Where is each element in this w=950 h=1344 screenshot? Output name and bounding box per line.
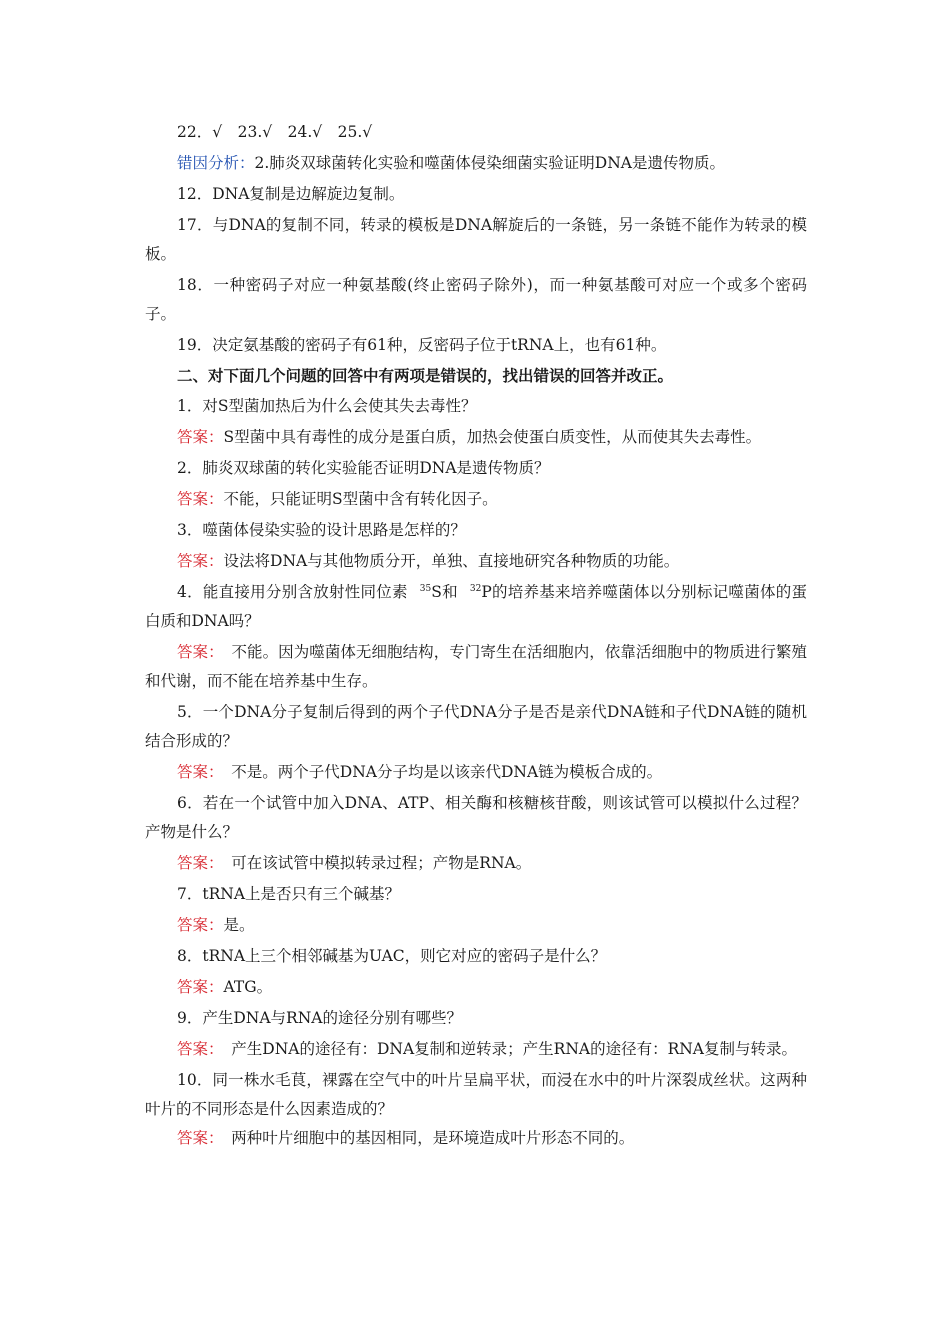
question-4-pre: 4．能直接用分别含放射性同位素 bbox=[177, 583, 408, 601]
question-4-mid: S和 bbox=[431, 583, 458, 601]
answer-label: 答案： bbox=[177, 978, 224, 996]
answer-text: 两种叶片细胞中的基因相同，是环境造成叶片形态不同的。 bbox=[231, 1129, 635, 1147]
question-3: 3．噬菌体侵染实验的设计思路是怎样的？ bbox=[177, 521, 466, 539]
document-page bbox=[145, 118, 807, 1153]
question-5: 5．一个DNA分子复制后得到的两个子代DNA分子是否是亲代DNA链和子代DNA链的随机结合形成的？ bbox=[145, 703, 807, 750]
answer-label: 答案： bbox=[177, 854, 216, 872]
answer-label: 答案： bbox=[177, 916, 224, 934]
answer-text: 不能，只能证明S型菌中含有转化因子。 bbox=[223, 490, 498, 508]
answer-5 bbox=[145, 758, 807, 787]
error-analysis bbox=[145, 149, 807, 178]
answer-4 bbox=[145, 638, 807, 696]
answer-3 bbox=[145, 547, 807, 576]
answer-6 bbox=[145, 849, 807, 878]
question-2: 2．肺炎双球菌的转化实验能否证明DNA是遗传物质？ bbox=[177, 459, 550, 477]
answer-text: 可在该试管中模拟转录过程；产物是RNA。 bbox=[231, 854, 532, 872]
answer-line-22-25: 22．√ 23.√ 24.√ 25.√ bbox=[177, 123, 373, 141]
answer-text: 不是。两个子代DNA分子均是以该亲代DNA链为模板合成的。 bbox=[231, 763, 663, 781]
error-analysis-label: 错因分析： bbox=[177, 154, 255, 172]
answer-text: ATG。 bbox=[223, 978, 273, 996]
answer-label: 答案： bbox=[177, 1040, 216, 1058]
question-1: 1．对S型菌加热后为什么会使其失去毒性？ bbox=[177, 397, 477, 415]
answer-text: 产生DNA的途径有：DNA复制和逆转录；产生RNA的途径有：RNA复制与转录。 bbox=[231, 1040, 798, 1058]
question-10: 10．同一株水毛茛，裸露在空气中的叶片呈扁平状，而浸在水中的叶片深裂成丝状。这两种叶片的不同形态是什么因素造成的？ bbox=[145, 1071, 807, 1118]
question-6: 6．若在一个试管中加入DNA、ATP、相关酶和核糖核苷酸，则该试管可以模拟什么过程？产物是什么？ bbox=[145, 794, 807, 841]
answer-text: 不能。因为噬菌体无细胞结构，专门寄生在活细胞内，依靠活细胞中的物质进行繁殖和代谢，而不能在培养基中生存。 bbox=[145, 643, 807, 690]
note-12: 12．DNA复制是边解旋边复制。 bbox=[177, 185, 405, 203]
isotope-35: 35 bbox=[419, 584, 432, 594]
answer-2 bbox=[145, 485, 807, 514]
answer-8 bbox=[145, 973, 807, 1002]
section-title: 二、对下面几个问题的回答中有两项是错误的，找出错误的回答并改正。 bbox=[177, 366, 674, 385]
note-19: 19．决定氨基酸的密码子有61种，反密码子位于tRNA上，也有61种。 bbox=[177, 336, 667, 354]
question-8: 8．tRNA上三个相邻碱基为UAC，则它对应的密码子是什么？ bbox=[177, 947, 607, 965]
answer-label: 答案： bbox=[177, 552, 224, 570]
answer-9 bbox=[145, 1035, 807, 1064]
answer-text: S型菌中具有毒性的成分是蛋白质，加热会使蛋白质变性，从而使其失去毒性。 bbox=[223, 428, 762, 446]
question-7: 7．tRNA上是否只有三个碱基？ bbox=[177, 885, 401, 903]
note-18: 18．一种密码子对应一种氨基酸(终止密码子除外)，而一种氨基酸可对应一个或多个密码子。 bbox=[145, 276, 807, 323]
answer-label: 答案： bbox=[177, 643, 216, 661]
question-9: 9．产生DNA与RNA的途径分别有哪些？ bbox=[177, 1009, 462, 1027]
answer-text: 设法将DNA与其他物质分开，单独、直接地研究各种物质的功能。 bbox=[223, 552, 680, 570]
answer-1 bbox=[145, 423, 807, 452]
answer-7 bbox=[145, 911, 807, 940]
error-analysis-text: 2.肺炎双球菌转化实验和噬菌体侵染细菌实验证明DNA是遗传物质。 bbox=[254, 154, 725, 172]
question-4-post: P的培养基来培养噬菌体以分别标记噬菌体的蛋白质和DNA吗？ bbox=[145, 583, 807, 630]
answer-label: 答案： bbox=[177, 1129, 216, 1147]
answer-label: 答案： bbox=[177, 428, 224, 446]
note-17: 17．与DNA的复制不同，转录的模板是DNA解旋后的一条链，另一条链不能作为转录的模板。 bbox=[145, 216, 807, 263]
isotope-32: 32 bbox=[469, 584, 482, 594]
answer-text: 是。 bbox=[223, 916, 255, 934]
answer-10 bbox=[145, 1124, 807, 1153]
answer-label: 答案： bbox=[177, 490, 224, 508]
question-4 bbox=[145, 578, 807, 636]
answer-label: 答案： bbox=[177, 763, 216, 781]
